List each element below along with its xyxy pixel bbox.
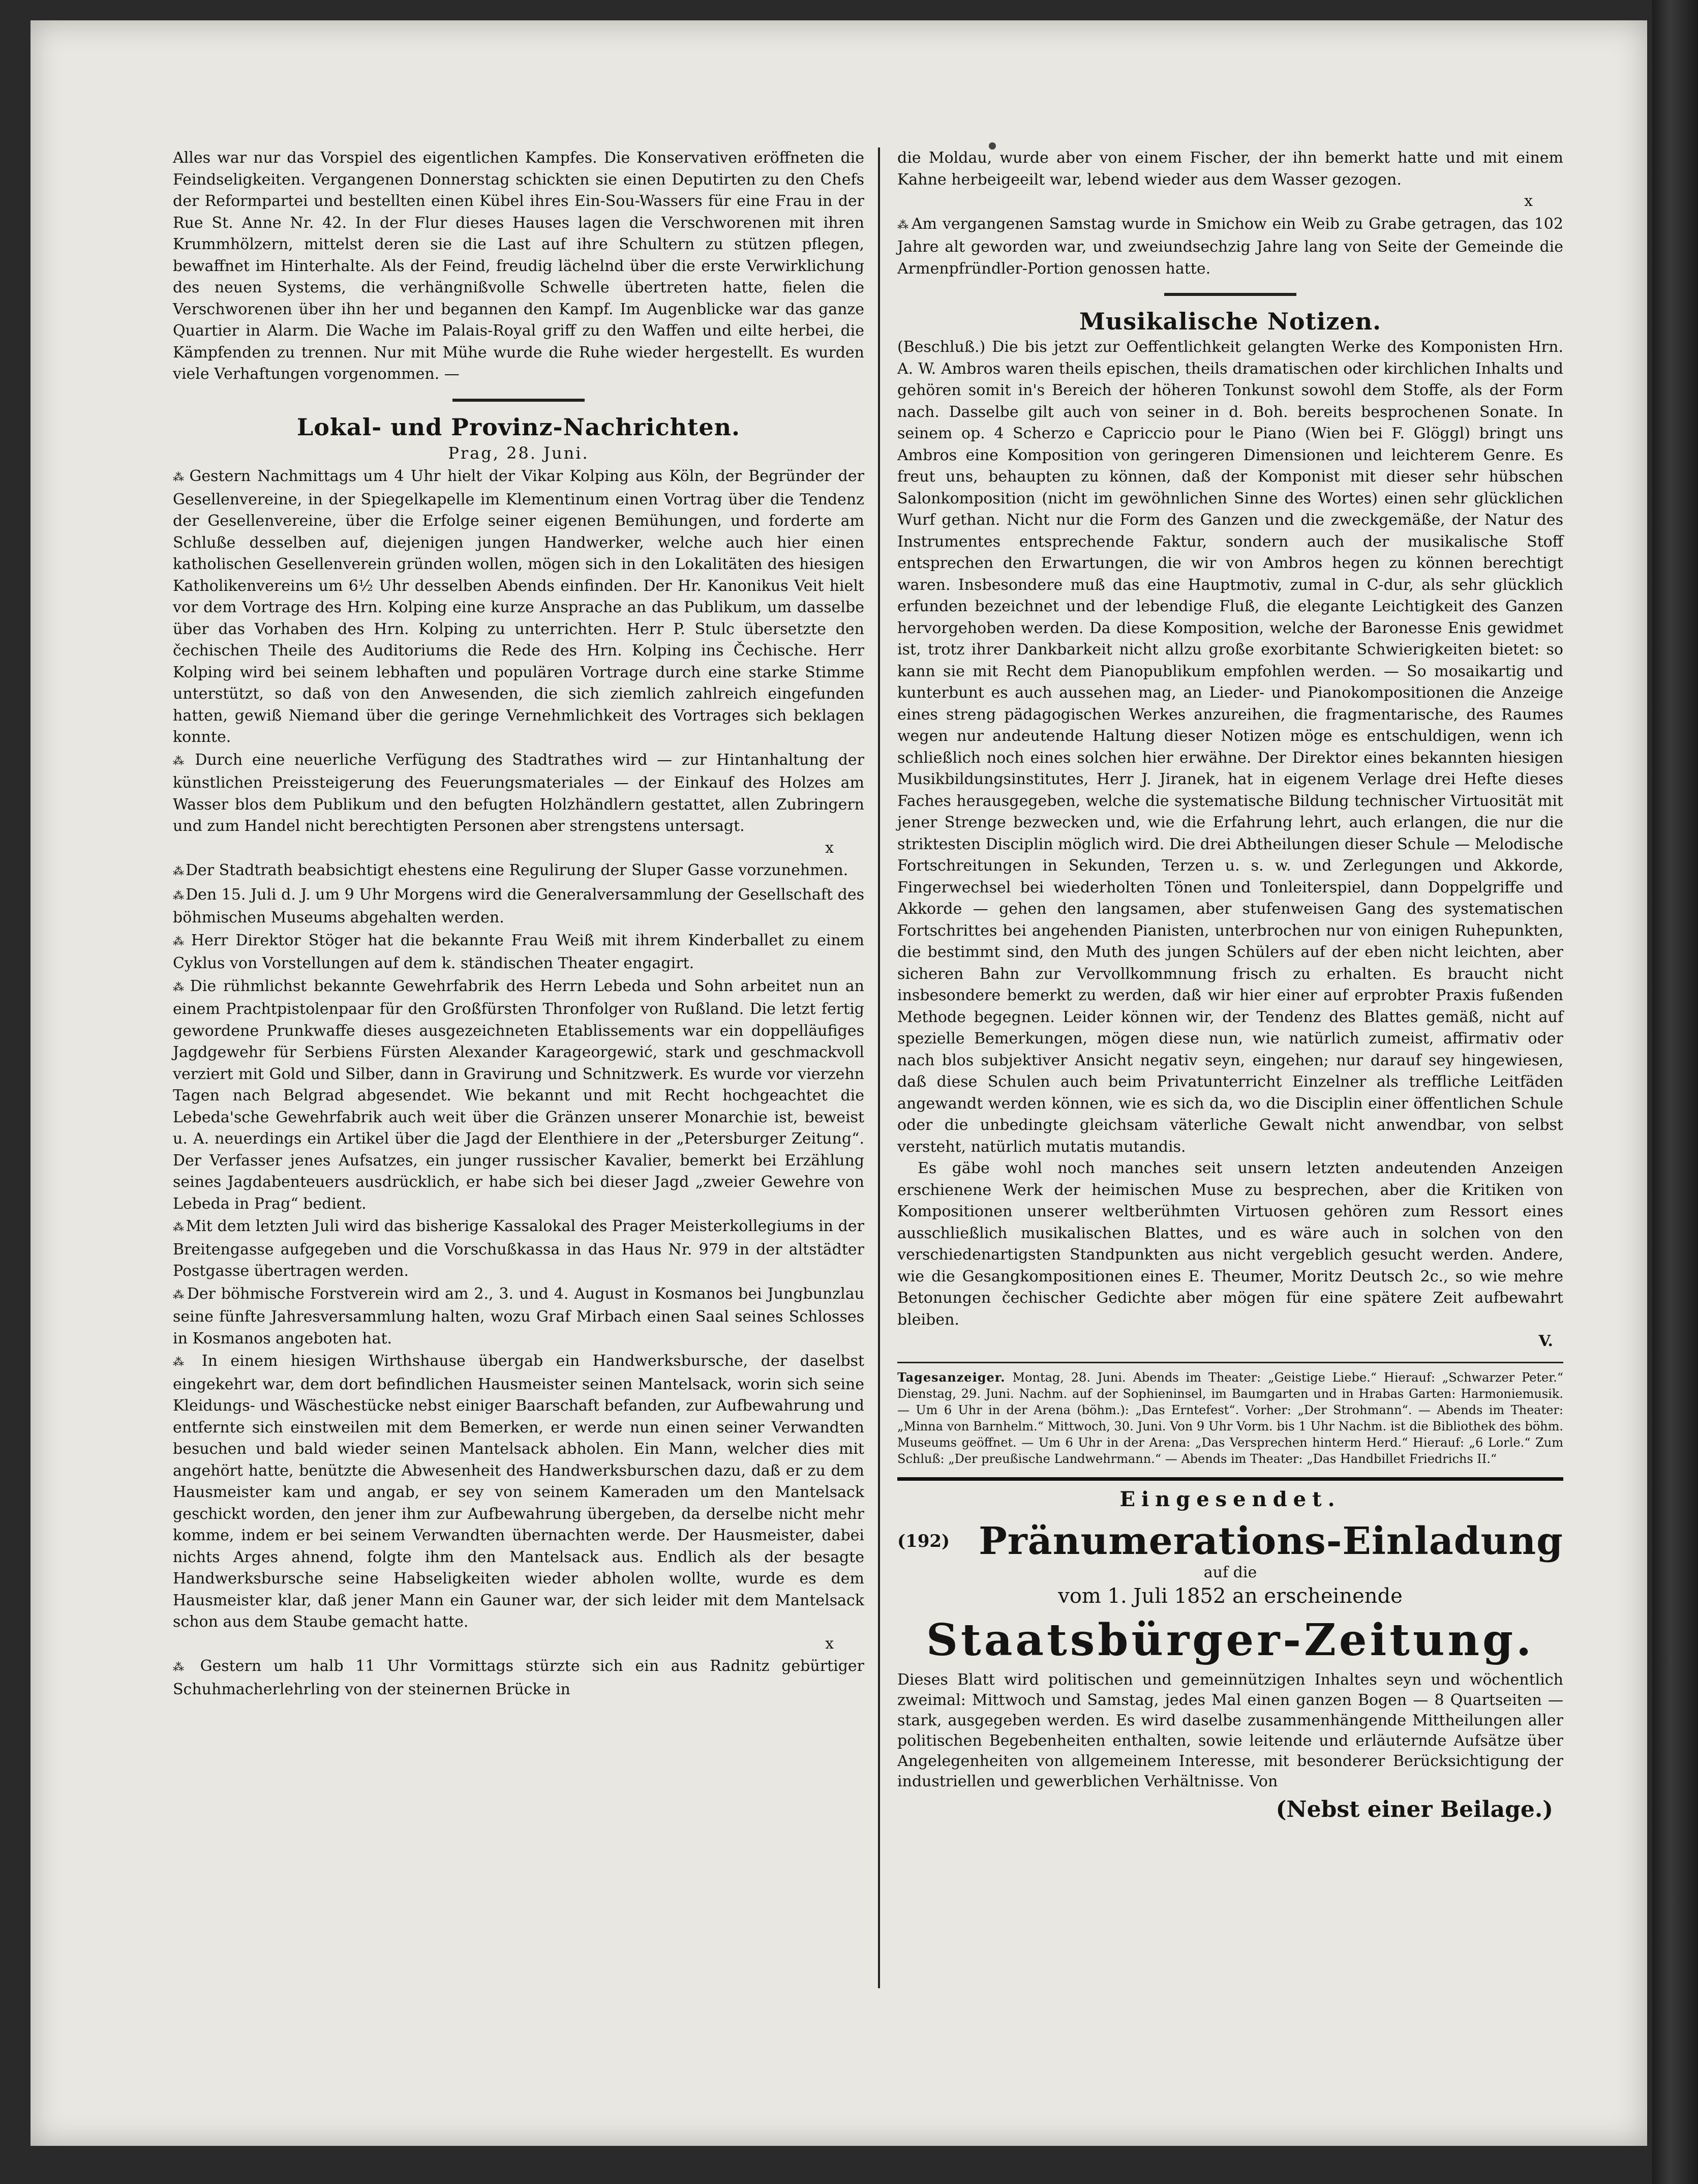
advert-rule bbox=[897, 1477, 1563, 1481]
item-end-mark: x bbox=[825, 839, 834, 857]
item-end-mark: x bbox=[1524, 192, 1533, 210]
article-continuation: Alles war nur das Vorspiel des eigentlichen Kampfes. Die Konservativen eröffneten die Feindseligkeiten. Vergangenen Donnerstag schickten sie einen Deputirten zu den Chefs der Reformpartei und bestellten einen Kübel ihres Ein-Sou-Wassers für eine Frau in der Rue St. Anne Nr. 42. In der Flur dieses Hauses lagen die Verschworenen mit ihren Krummhölzern, mittelst deren sie die Last auf ihre Schultern zu stützen pflegen, bewaffnet im Hinterhalte. Als der Feind, freudig lächelnd über die erste Verwirklichung des neuen Systems, die verhängnißvolle Schwelle übertreten hatte, fielen die Verschworenen über ihn her und begannen den Kampf. Im Augenblicke war das ganze Quartier in Alarm. Die Wache im Palais-Royal griff zu den Waffen und eilte herbei, die Kämpfenden zu trennen. Nur mit Mühe wurde die Ruhe wieder hergestellt. Es wurden viele Verhaftungen vorgenommen. — bbox=[173, 149, 864, 383]
author-signature: V. bbox=[1538, 1332, 1553, 1350]
left-column bbox=[173, 147, 864, 1700]
news-item: ⁂ Den 15. Juli d. J. um 9 Uhr Morgens wird die Generalversammlung der Gesellschaft des böhmischen Museums abgehalten werden. bbox=[173, 884, 864, 929]
news-item: ⁂ Gestern um halb 11 Uhr Vormittags stürzte sich ein aus Radnitz gebürtiger Schuhmacherlehrling von der steinernen Brücke in bbox=[173, 1656, 864, 1700]
subscription-date: vom 1. Juli 1852 an erscheinende bbox=[1058, 1584, 1403, 1608]
article-continuation: die Moldau, wurde aber von einem Fischer, der ihn bemerkt hatte und mit einem Kahne herbeigeeilt war, lebend wieder aus dem Wasser gezogen. bbox=[897, 149, 1563, 189]
news-item: ⁂ Durch eine neuerliche Verfügung des Stadtrathes wird — zur Hintanhaltung der künstlichen Preissteigerung des Feuerungsmateriales — der Einkauf des Holzes am Wasser blos dem Publikum und den befugten Holzhändlern gestattet, allen Zubringern und zum Handel nicht berechtigten Personen aber strengstens untersagt. bbox=[173, 750, 864, 837]
submitted-heading: Eingesendet. bbox=[1119, 1487, 1341, 1511]
news-item: ⁂ Am vergangenen Samstag wurde in Smichow ein Weib zu Grabe getragen, das 102 Jahre alt geworden war, und zweiundsechzig Jahre lang von Seite der Gemeinde die Armenpfründler-Portion genossen hatte. bbox=[897, 214, 1563, 280]
subscription-title: Pränumerations-Einladung bbox=[979, 1519, 1563, 1563]
news-item: ⁂ Der Stadtrath beabsichtigt ehestens eine Regulirung der Sluper Gasse vorzunehmen. bbox=[173, 860, 864, 883]
announcements-label: Tagesanzeiger. bbox=[897, 1369, 1006, 1385]
news-item: ⁂ Mit dem letzten Juli wird das bisherige Kassalokal des Prager Meisterkollegiums in der Breitengasse aufgegeben und die Vorschußkassa in das Haus Nr. 979 in der altstädter Postgasse übertragen werden. bbox=[173, 1216, 864, 1282]
section-rule bbox=[1164, 293, 1296, 296]
news-item: ⁂ Herr Direktor Stöger hat die bekannte Frau Weiß mit ihrem Kinderballet zu einem Cyklus von Vorstellungen auf dem k. ständischen Theater engagirt. bbox=[173, 930, 864, 975]
advert-number: (192) bbox=[897, 1531, 950, 1551]
subscription-heading-row bbox=[897, 1519, 1563, 1563]
subscription-body: Dieses Blatt wird politischen und gemeinnützigen Inhaltes seyn und wöchentlich zweimal: Mittwoch und Samstag, jedes Mal einen ganzen Bogen — 8 Quartseiten — stark, ausgegeben werden. Es wird daselbe zusammenhängende Mittheilungen aller politischen Begebenheiten enthalten, sowie leitende und erläuternde Aufsätze über Angelegenheiten von allgemeinem Interesse, mit besonderer Berücksichtigung der industriellen und gewerblichen Verhältnisse. Von bbox=[897, 1671, 1563, 1790]
item-end-mark: x bbox=[825, 1634, 834, 1653]
news-item: ⁂ In einem hiesigen Wirthshause übergab ein Handwerksbursche, der daselbst eingekehrt war, dem dort befindlichen Hausmeister seinen Mantelsack, worin sich seine Kleidungs- und Wäschestücke nebst einiger Baarschaft befanden, zur Aufbewahrung und entfernte sich einstweilen mit dem Bemerken, er werde nun einen seiner Verwandten besuchen und bald wieder seinen Mantelsack abholen. Ein Mann, welcher dies mit angehört hatte, benützte die Abwesenheit des Handwerksburschen dazu, daß er zu dem Hausmeister kam und angab, er sey von seinem Kameraden um den Mantelsack geschickt worden, den jener ihm zur Aufbewahrung übergeben, da derselbe nicht mehr komme, indem er bei seinem Verwandten übernachten werde. Der Hausmeister, dabei nichts Arges ahnend, folgte ihm den Mantelsack aus. Endlich als der besagte Handwerksbursche seine Habseligkeiten wieder abholen wollte, wurde es dem Hausmeister klar, daß jener Mann ein Gauner war, der sich leider mit dem Mantelsack schon aus dem Staube gemacht hatte. bbox=[173, 1351, 864, 1633]
music-paragraph: Es gäbe wohl noch manches seit unsern letzten andeutenden Anzeigen erschienene Werk der heimischen Muse zu besprechen, aber die Kritiken von Kompositionen unserer weltberühmten Virtuosen gehören zum Ressort eines ausschließlich musikalischen Blattes, und es wäre auch in solchen von den verschiedenartigsten Standpunkten aus nicht vergeblich gesucht werden. Andere, wie die Gesangkompositionen eines E. Theumer, Moritz Deutsch 2c., so wie mehre Betonungen čechischer Gedichte aber mögen für eine spätere Zeit aufbewahrt bleiben. bbox=[897, 1159, 1563, 1329]
music-paragraph: (Beschluß.) Die bis jetzt zur Oeffentlichkeit gelangten Werke des Komponisten Hrn. A. W. Ambros waren theils epischen, theils dramatischen oder kirchlichen Inhalts und gehören somit in's Bereich der höheren Tonkunst sowohl dem Stoffe, als der Form nach. Dasselbe gilt auch von seiner in d. Boh. bereits besprochenen Sonate. In seinem op. 4 Scherzo e Capriccio pour le Piano (Wien bei F. Glöggl) bringt uns Ambros eine Komposition von geringeren Dimensionen und leichterem Genre. Es freut uns, behaupten zu können, daß der Komponist mit dieser sehr hübschen Salonkomposition (nicht im gewöhnlichen Sinne des Wortes) einen sehr glücklichen Wurf gethan. Nicht nur die Form des Ganzen und die zweckgemäße, der Natur des Instrumentes entsprechende Faktur, sondern auch der musikalische Stoff entsprechen den Erwartungen, die wir von Ambros hegen zu können berechtigt waren. Insbesondere muß das eine Hauptmotiv, zumal in C-dur, als sehr glücklich erfunden bezeichnet und der lebendige Fluß, die elegante Leichtigkeit des Ganzen hervorgehoben werden. Da diese Komposition, welche der Baronesse Enis gewidmet ist, trotz ihrer Dankbarkeit nicht allzu große exorbitante Schwierigkeiten bietet: so kann sie mit Recht dem Pianopublikum empfohlen werden. — So mosaikartig und kunterbunt es auch aussehen mag, an Lieder- und Pianokompositionen die Anzeige eines streng pädagogischen Werkes anzureihen, die fragmentarische, des Raumes wegen nur andeutende Haltung dieser Notizen möge es entschuldigen, wenn ich schließlich noch eines solchen hier erwähne. Der Direktor eines bekannten hiesigen Musikbildungsinstitutes, Herr J. Jiranek, hat in eigenem Verlage drei Hefte dieses Faches herausgegeben, welche die systematische Bildung technischer Virtuosität mit jener Strenge bezwecken und, wie die Erfahrung lehrt, auch erlangen, die nur die striktesten Disciplin möglich wird. Die drei Abtheilungen dieser Schule — Melodische Fortschreitungen in Sekunden, Terzen u. s. w. und Zerlegungen und Akkorde, Fingerwechsel bei wiederholten Tönen und Tonleiterspiel, dann Doppelgriffe und Akkorde — gehen den langsamen, aber stufenweisen Gang des systematischen Fortschrittes bei angehenden Pianisten, unterbrochen nur von einigen Ruhepunkten, die bestimmt sind, den Muth des jungen Schülers auf der eben nicht leichten, aber sicheren Bahn zur Vervollkommnung frisch zu erhalten. Es braucht nicht insbesondere bemerkt zu werden, daß wir hier einer auf erprobter Praxis fußenden Methode begegnen. Leider können wir, der Tendenz des Blattes gemäß, nicht auf spezielle Bemerkungen, mögen diese nun, wie natürlich zumeist, affirmativ oder nach blos subjektiver Ansicht negativ seyn, eingehen; nur darauf sey hingewiesen, daß diese Schulen auch beim Privatunterricht Einzelner als treffliche Leitfäden angewandt werden können, wie es sich da, wo die Disciplin einer öffentlichen Schule oder die unbedingte gleichsam väterliche Gewalt nicht anwendbar, von selbst versteht, natürlich mutatis mutandis. bbox=[897, 338, 1563, 1156]
supplement-note: (Nebst einer Beilage.) bbox=[1276, 1797, 1553, 1822]
scan-dark-edge bbox=[1652, 0, 1698, 2184]
subscription-auf: auf die bbox=[1203, 1564, 1257, 1581]
section-rule bbox=[452, 399, 585, 402]
news-item: ⁂ Die rühmlichst bekannte Gewehrfabrik des Herrn Lebeda und Sohn arbeitet nun an einem Prachtpistolenpaar für den Großfürsten Thronfolger von Rußland. Die letzt fertig gewordene Prunkwaffe dieses ausgezeichneten Etablissements war ein doppelläufiges Jagdgewehr für Serbiens Fürsten Alexander Karageorgewić, stark und geschmackvoll verziert mit Gold und Silber, dann in Gravirung und Schnitzwerk. Es wurde vor vierzehn Tagen nach Belgrad abgesendet. Wie bekannt und mit Recht hochgeachtet die Lebeda'sche Gewehrfabrik auch weit über die Gränzen unserer Monarchie ist, beweist u. A. neuerdings ein Artikel über die Jagd der Elenthiere in der „Petersburger Zeitung“. Der Verfasser jenes Aufsatzes, ein junger russischer Kavalier, bemerkt bei Erzählung seines Jagdabenteuers ausdrücklich, er habe sich bei dieser Jagd „zweier Gewehre von Lebeda in Prag“ bedient. bbox=[173, 976, 864, 1215]
column-divider bbox=[878, 147, 880, 1988]
section-title-local-news: Lokal- und Provinz-Nachrichten. bbox=[296, 413, 741, 441]
newspaper-name: Staatsbürger-Zeitung. bbox=[926, 1614, 1535, 1666]
right-column bbox=[897, 147, 1563, 1821]
dateline: Prag, 28. Juni. bbox=[448, 443, 589, 463]
section-title-music-notes: Musikalische Notizen. bbox=[1079, 308, 1382, 335]
news-item: ⁂ Der böhmische Forstverein wird am 2., 3. und 4. August in Kosmanos bei Jungbunzlau seine fünfte Jahresversammlung halten, wozu Graf Mirbach einen Saal seines Schlosses in Kosmanos angeboten hat. bbox=[173, 1283, 864, 1350]
daily-announcements bbox=[897, 1362, 1563, 1467]
news-item: ⁂ Gestern Nachmittags um 4 Uhr hielt der Vikar Kolping aus Köln, der Begründer der Gesellenvereine, in der Spiegelkapelle im Klementinum einen Vortrag über die Tendenz der Gesellenvereine, über die Erfolge seiner eigenen Bemühungen, und forderte am Schluße desselben auf, diejenigen jungen Handwerker, welche auch hier einen katholischen Gesellenverein gründen wollen, mögen sich in den Lokalitäten des hiesigen Katholikenvereins um 6½ Uhr desselben Abends einfinden. Der Hr. Kanonikus Veit hielt vor dem Vortrage des Hrn. Kolping eine kurze Ansprache an das Publikum, um dasselbe über das Vorhaben des Hrn. Kolping zu unterrichten. Herr P. Stulc übersetzte den čechischen Theile des Auditoriums die Rede des Hrn. Kolping ins Čechische. Herr Kolping wird bei seinem lebhaften und populären Vortrage durch eine starke Stimme unterstützt, so daß von den Anwesenden, die sich ziemlich zahlreich eingefunden hatten, gewiß Niemand über die geringe Vernehmlichkeit des Vortrages sich beklagen konnte. bbox=[173, 466, 864, 749]
announcements-text: Montag, 28. Juni. Abends im Theater: „Geistige Liebe.“ Hierauf: „Schwarzer Peter.“ Dienstag, 29. Juni. Nachm. auf der Sophieninsel, im Baumgarten und in Hrabas Garten: Harmoniemusik. — Um 6 Uhr in der Arena (böhm.): „Das Erntefest“. Vorher: „Der Strohmann“. — Abends im Theater: „Minna von Barnhelm.“ Mittwoch, 30. Juni. Von 9 Uhr Vorm. bis 1 Uhr Nachm. ist die Bibliothek des böhm. Museums geöffnet. — Um 6 Uhr in der Arena: „Das Versprechen hinterm Herd.“ Hierauf: „6 Lorle.“ Zum Schluß: „Der preußische Landwehrmann.“ — Abends im Theater: „Das Handbillet Friedrichs II.“ bbox=[897, 1370, 1563, 1466]
